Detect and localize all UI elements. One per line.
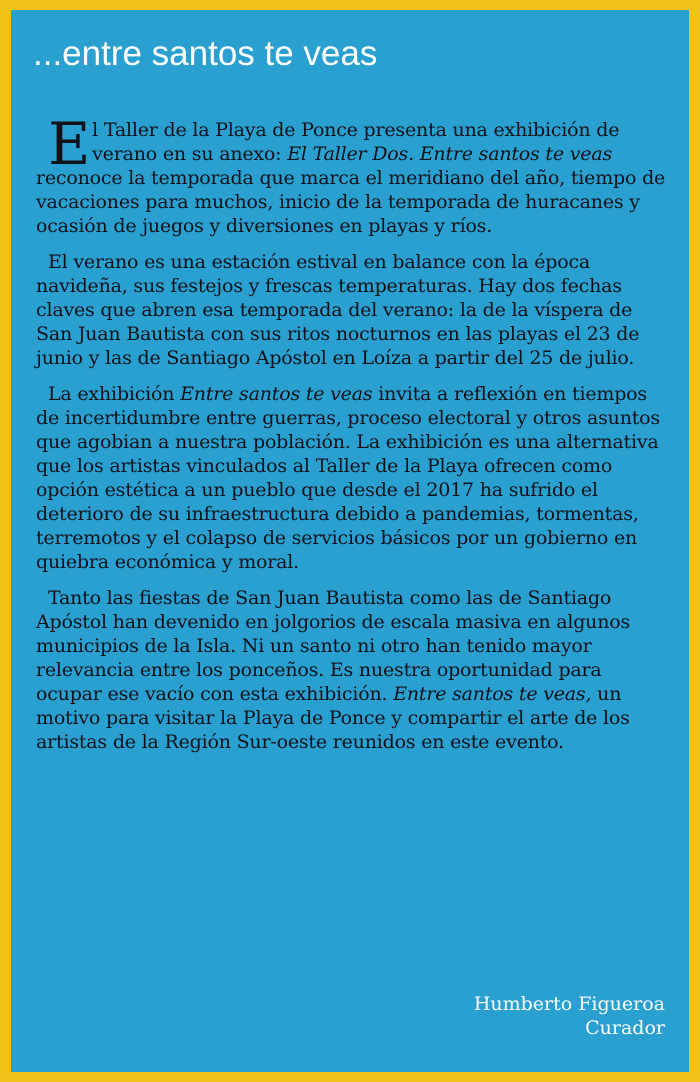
text-segment: invita a reflexión en tiempos de incertidumbre entre guerras, proceso electoral y otros asuntos que agobian a nuestra población. La exhibición es una alternativa que los artistas vinculados al Taller de la Playa ofrecen como opción estética a un pueblo que desde el 2017 ha sufrido el deterioro de su infraestructura debido a pandemias, tormentas, terremotos y el colapso de servicios básicos por un gobierno en quiebra económica y moral. [36,383,660,573]
text-segment: La exhibición [48,383,181,405]
body-text [36,110,673,766]
text-segment: un motivo para visitar la Playa de Ponce y compartir el arte de los artistas de la Región Sur-oeste reunidos en este evento. [36,683,630,753]
text-segment: El verano es una estación estival en balance con la época navideña, sus festejos y frescas temperaturas. Hay dos fechas claves que abren esa temporada del verano: la de la víspera de San Juan Bautista con sus ritos nocturnos en las playas el 23 de junio y las de Santiago Apóstol en Loíza a partir del 25 de julio. [36,251,640,369]
page-title: ...entre santos te veas [33,34,378,73]
text-segment: reconoce la temporada que marca el meridiano del año, tiempo de vacaciones para muchos, inicio de la temporada de huracanes y ocasión de juegos y diversiones en playas y ríos. [36,167,666,237]
text-segment: Tanto las fiestas de San Juan Bautista como las de Santiago Apóstol han devenido en jolgorios de escala masiva en algunos municipios de la Isla. Ni un santo ni otro han tenido mayor relevancia entre los ponceños. Es nuestra oportunidad para ocupar ese vacío con esta exhibición. [36,587,631,705]
document-panel [11,10,689,1072]
paragraph-2 [36,250,673,370]
paragraph-4 [36,586,673,754]
signature-block [474,992,665,1040]
signature-role: Curador [585,1017,665,1039]
drop-cap: E [48,110,91,178]
italic-title-segment: Entre santos te veas, [393,683,592,705]
text-segment: . [408,143,420,165]
paragraph-3 [36,382,673,574]
text-segment: l Taller de la Playa de Ponce presenta una exhibición de verano en su anexo: [92,119,620,165]
italic-title-segment: Entre santos te veas [419,143,613,165]
signature-name: Humberto Figueroa [473,993,665,1015]
italic-title-segment: El Taller Dos [287,143,409,165]
paragraph-1 [36,110,673,238]
italic-title-segment: Entre santos te veas [180,383,373,405]
